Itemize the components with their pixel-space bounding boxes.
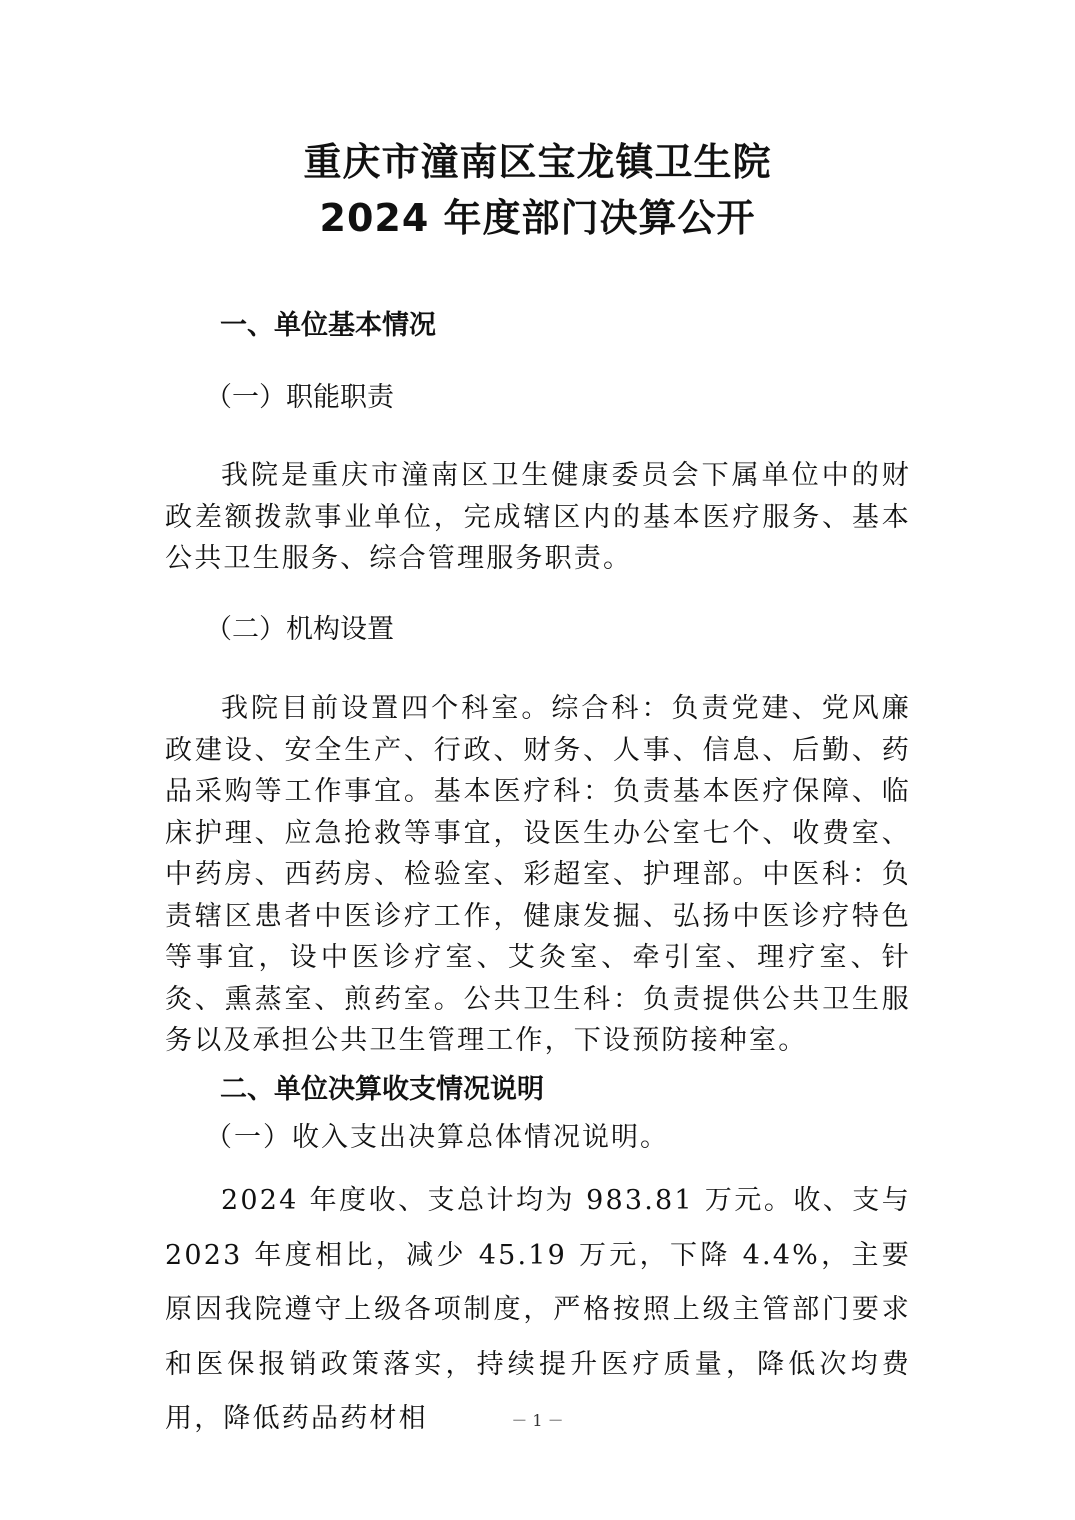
section2-heading: 二、单位决算收支情况说明 <box>220 1074 544 1105</box>
page-number: － 1 － <box>511 1411 564 1430</box>
section2-sub1-paragraph: 2024 年度收、支总计均为 983.81 万元。收、支与 2023 年度相比，减少 45.19 万元，下降 4.4%，主要原因我院遵守上级各项制度，严格按照上级主管部门要求和医保报销政策落实，持续提升医疗质量，降低次均费用，降低药品药材相 <box>165 1185 911 1434</box>
section1-sub1-heading: （一）职能职责 <box>205 382 394 413</box>
section2-sub1-heading: （一）收入支出决算总体情况说明。 <box>205 1122 669 1153</box>
document-title-line1: 重庆市潼南区宝龙镇卫生院 <box>303 140 772 184</box>
section1-sub1-paragraph: 我院是重庆市潼南区卫生健康委员会下属单位中的财政差额拨款事业单位，完成辖区内的基本医疗服务、基本公共卫生服务、综合管理服务职责。 <box>165 460 911 574</box>
section1-sub2-heading: （二）机构设置 <box>205 614 394 645</box>
document-title-line2: 2024 年度部门决算公开 <box>319 196 756 240</box>
section1-sub2-paragraph: 我院目前设置四个科室。综合科：负责党建、党风廉政建设、安全生产、行政、财务、人事、信息、后勤、药品采购等工作事宜。基本医疗科：负责基本医疗保障、临床护理、应急抢救等事宜，设医生办公室七个、收费室、中药房、西药房、检验室、彩超室、护理部。中医科：负责辖区患者中医诊疗工作，健康发掘、弘扬中医诊疗特色等事宜，设中医诊疗室、艾灸室、牵引室、理疗室、针灸、熏蒸室、煎药室。公共卫生科：负责提供公共卫生服务以及承担公共卫生管理工作，下设预防接种室。 <box>165 693 911 1056</box>
section1-heading: 一、单位基本情况 <box>220 310 436 341</box>
